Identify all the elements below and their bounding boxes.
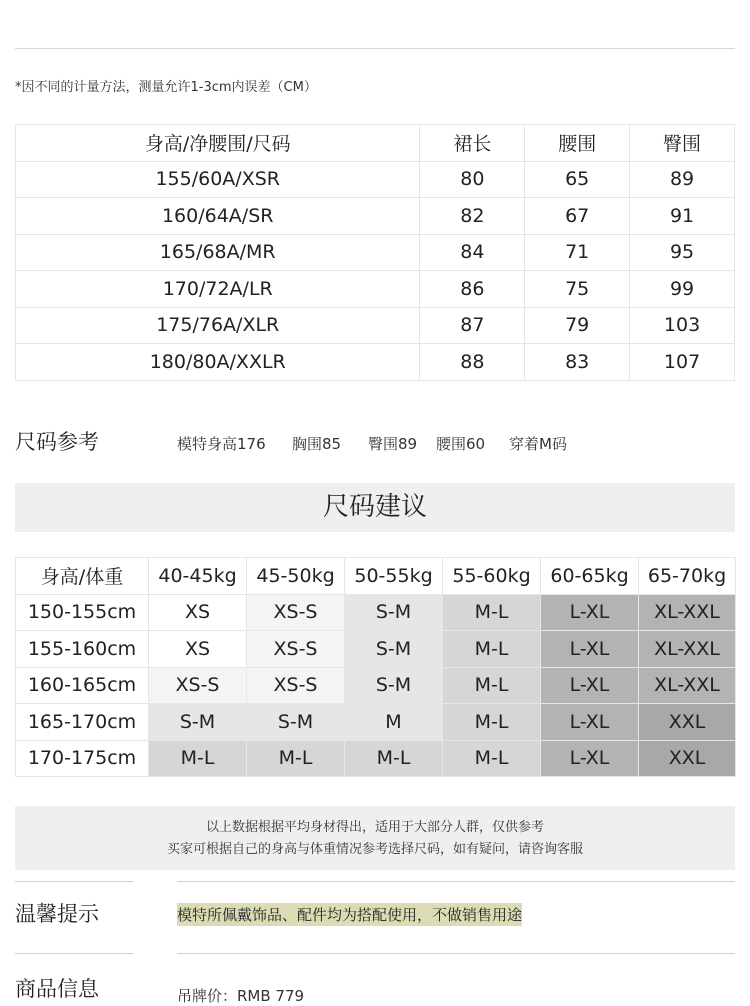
table-row [16, 344, 735, 381]
table-cell: S-M [345, 594, 443, 631]
size-table [15, 124, 735, 381]
table-cell: 107 [630, 344, 735, 381]
table-cell: 83 [525, 344, 630, 381]
table-cell: 91 [630, 198, 735, 235]
table-cell: S-M [345, 631, 443, 668]
table-row [16, 594, 736, 631]
header-cell: 身高/体重 [16, 558, 149, 595]
table-cell: 150-155cm [16, 594, 149, 631]
table-cell: 80 [420, 161, 525, 198]
header-cell: 腰围 [525, 125, 630, 162]
table-cell: XS-S [247, 594, 345, 631]
table-cell: M-L [443, 667, 541, 704]
table-cell: 67 [525, 198, 630, 235]
table-cell: M [345, 704, 443, 741]
table-row [16, 307, 735, 344]
size-advice-table [15, 557, 736, 777]
table-cell: 175/76A/XLR [16, 307, 420, 344]
model-waist: 腰围60 [436, 435, 486, 453]
table-cell: XXL [639, 740, 736, 777]
table-row [16, 667, 736, 704]
table-cell: 165-170cm [16, 704, 149, 741]
top-divider [15, 48, 735, 49]
table-cell: M-L [443, 740, 541, 777]
table-cell: 71 [525, 234, 630, 271]
table-cell: M-L [345, 740, 443, 777]
size-reference [15, 426, 735, 458]
table-cell: L-XL [541, 667, 639, 704]
table-cell: M-L [247, 740, 345, 777]
table-cell: S-M [149, 704, 247, 741]
table-row [16, 740, 736, 777]
model-height: 模特身高176 [177, 435, 266, 453]
table-row [16, 631, 736, 668]
divider [177, 953, 735, 954]
table-cell: XL-XXL [639, 667, 736, 704]
tips-title: 温馨提示 [15, 902, 99, 926]
table-cell: L-XL [541, 740, 639, 777]
table-row [16, 704, 736, 741]
table-cell: 155/60A/XSR [16, 161, 420, 198]
table-cell: 65 [525, 161, 630, 198]
size-table-header [16, 125, 735, 162]
tips-text: 模特所佩戴饰品、配件均为搭配使用，不做销售用途 [177, 903, 522, 926]
table-cell: 103 [630, 307, 735, 344]
table-cell: XL-XXL [639, 594, 736, 631]
table-cell: 86 [420, 271, 525, 308]
table-cell: XS-S [247, 631, 345, 668]
table-cell: M-L [149, 740, 247, 777]
divider [177, 881, 735, 882]
header-cell: 40-45kg [149, 558, 247, 595]
table-cell: L-XL [541, 594, 639, 631]
table-cell: 160-165cm [16, 667, 149, 704]
size-reference-title: 尺码参考 [15, 430, 99, 454]
divider [15, 881, 133, 882]
header-cell: 45-50kg [247, 558, 345, 595]
model-size-worn: 穿着M码 [509, 435, 567, 453]
table-cell: M-L [443, 631, 541, 668]
header-cell: 身高/净腰围/尺码 [16, 125, 420, 162]
table-cell: 82 [420, 198, 525, 235]
measurement-note: *因不同的计量方法，测量允许1-3cm内误差（CM） [15, 80, 317, 95]
header-cell: 臀围 [630, 125, 735, 162]
table-cell: 88 [420, 344, 525, 381]
header-cell: 60-65kg [541, 558, 639, 595]
table-cell: 89 [630, 161, 735, 198]
disclaimer-box [15, 806, 735, 870]
table-cell: 99 [630, 271, 735, 308]
header-cell: 50-55kg [345, 558, 443, 595]
table-cell: 155-160cm [16, 631, 149, 668]
table-cell: 160/64A/SR [16, 198, 420, 235]
table-row [16, 161, 735, 198]
table-cell: 87 [420, 307, 525, 344]
table-row [16, 198, 735, 235]
table-cell: XS [149, 631, 247, 668]
table-cell: M-L [443, 704, 541, 741]
tag-price: 吊牌价：RMB 779 [177, 987, 305, 1005]
table-cell: 75 [525, 271, 630, 308]
advice-header-row [16, 558, 736, 595]
table-cell: XS-S [247, 667, 345, 704]
header-cell: 55-60kg [443, 558, 541, 595]
size-advice-title: 尺码建议 [15, 483, 735, 532]
table-row [16, 234, 735, 271]
table-cell: S-M [247, 704, 345, 741]
table-cell: M-L [443, 594, 541, 631]
table-cell: XS-S [149, 667, 247, 704]
table-cell: L-XL [541, 631, 639, 668]
header-cell: 65-70kg [639, 558, 736, 595]
header-cell: 裙长 [420, 125, 525, 162]
table-cell: 95 [630, 234, 735, 271]
table-cell: 165/68A/MR [16, 234, 420, 271]
table-cell: S-M [345, 667, 443, 704]
table-cell: L-XL [541, 704, 639, 741]
table-cell: 84 [420, 234, 525, 271]
table-cell: XXL [639, 704, 736, 741]
table-cell: 170/72A/LR [16, 271, 420, 308]
table-cell: XL-XXL [639, 631, 736, 668]
table-cell: 79 [525, 307, 630, 344]
table-cell: XS [149, 594, 247, 631]
divider [15, 953, 133, 954]
model-bust: 胸围85 [292, 435, 342, 453]
table-cell: 180/80A/XXLR [16, 344, 420, 381]
table-cell: 170-175cm [16, 740, 149, 777]
disclaimer-line: 买家可根据自己的身高与体重情况参考选择尺码，如有疑问，请咨询客服 [166, 842, 583, 857]
disclaimer-line: 以上数据根据平均身材得出，适用于大部分人群，仅供参考 [205, 820, 544, 835]
product-info-title: 商品信息 [15, 977, 99, 1001]
table-row [16, 271, 735, 308]
model-hip: 臀围89 [368, 435, 418, 453]
